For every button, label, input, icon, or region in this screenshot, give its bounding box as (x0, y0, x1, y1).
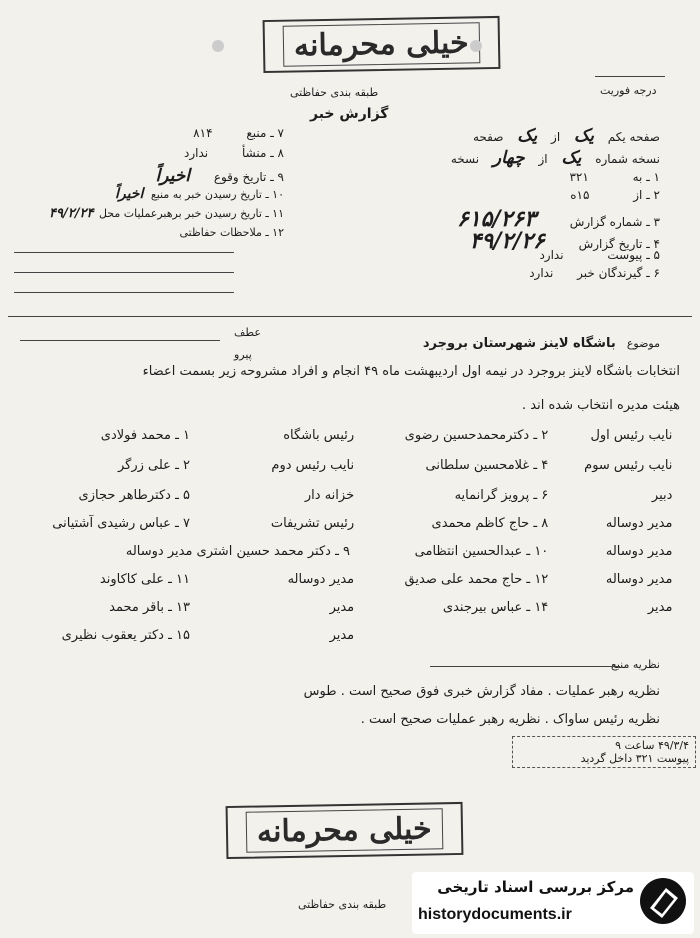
member-row (20, 488, 680, 503)
field-tail: نسخه (450, 152, 480, 166)
field-label: ۳ ـ شماره گزارش (569, 215, 660, 229)
field-label: صفحه یکم (607, 130, 660, 144)
notes-line (14, 252, 234, 253)
right-field-recipients (400, 266, 660, 280)
field-value2: یک (517, 126, 538, 146)
right-field-from (400, 188, 660, 202)
member-role: نایب رئیس سوم (584, 458, 673, 473)
subject-value: باشگاه لاینز شهرستان بروجرد (422, 336, 616, 351)
op-chief-opinion: نظریه رهبر عملیات . مفاد گزارش خبری فوق صحیح است . طوس (303, 684, 660, 699)
field-value: ندارد (529, 266, 554, 280)
archive-logo-icon (640, 878, 686, 924)
field-mid: از (551, 130, 561, 144)
member-role: مدیر دوساله (287, 572, 355, 587)
member-role: مدیر دوساله (605, 516, 673, 531)
member-name: ۱۵ ـ دکتر یعقوب نظیری (61, 628, 190, 643)
receipt-date: ۴۹/۳/۴ ساعت ۹ (615, 739, 689, 752)
left-field-op-receipt (4, 206, 284, 221)
member-name: ۷ ـ عباس رشیدی آشتیانی (52, 516, 190, 531)
field-value: یک (574, 126, 594, 146)
subject-label: موضوع (626, 337, 660, 350)
field-value: ۶۱۵/۲۶۳ (456, 206, 536, 232)
field-label: ۸ ـ منشأ (241, 146, 284, 160)
field-value: ۳۲۱ (569, 170, 589, 184)
member-row (20, 428, 680, 443)
member-name: ۸ ـ حاج کاظم محمدی (431, 516, 549, 531)
field-value: اخیراً (155, 166, 190, 186)
priority-field-line (595, 76, 665, 77)
member-role: رئیس باشگاه (283, 428, 355, 443)
watermark-title: مرکز بررسی اسناد تاریخی (437, 878, 634, 896)
field-label: نسخه شماره (595, 152, 660, 166)
field-value: اخیراً (114, 186, 144, 202)
member-role: رئیس تشریفات (270, 516, 355, 531)
field-label: ۴ ـ تاریخ گزارش (578, 237, 660, 251)
field-label: ۱۱ ـ تاریخ رسیدن خبر برهبرعملیات محل (98, 207, 284, 220)
field-label: ۶ ـ گیرندگان خبر (577, 266, 660, 280)
member-role: مدیر (329, 600, 355, 615)
member-role: مدیر (329, 628, 355, 643)
body-line-2: هیئت مدیره انتخاب شده اند . (522, 398, 680, 413)
receipt-note: پیوست ۳۲۱ داخل گردید (580, 752, 689, 765)
left-field-origin (14, 146, 284, 160)
notes-line (14, 292, 234, 293)
field-value: ۴۹/۲/۲۴ (49, 206, 94, 221)
priority-label: درجه فوریت (600, 84, 657, 97)
receipt-stamp (512, 736, 696, 768)
source-opinion-line (430, 666, 620, 667)
member-row (20, 600, 680, 615)
member-role: دبیر (651, 488, 673, 503)
notes-line (14, 272, 234, 273)
member-name: ۱۱ ـ علی کاکاوند (99, 572, 190, 587)
field-value: یک (561, 148, 582, 168)
peyro-label: پیرو (234, 348, 252, 361)
member-name: ۲ ـ دکترمحمدحسین رضوی (404, 428, 549, 443)
left-field-source-receipt (14, 186, 284, 202)
bottom-secret-stamp: خیلی محرمانه (226, 802, 463, 859)
right-field-copy (400, 148, 660, 168)
savak-chief-opinion: نظریه رئیس ساواک . نظریه رهبر عملیات صحیح است . (360, 712, 660, 727)
member-role: مدیر (647, 600, 673, 615)
field-value2: چهار (492, 148, 525, 168)
field-label: ۱۲ ـ ملاحظات حفاظتی (179, 226, 284, 239)
body-line-1: انتخابات باشگاه لاینز بروجرد در نیمه اول اردیبهشت ماه ۴۹ انجام و افراد مشروحه زیر بسمت اعضاء (142, 364, 680, 379)
member-name: ۴ ـ غلامحسین سلطانی (425, 458, 549, 473)
member-row (20, 516, 680, 531)
punch-hole-mark (212, 40, 224, 52)
field-mid: از (538, 152, 548, 166)
field-value: ۸۱۴ (193, 126, 213, 140)
member-role: مدیر دوساله (605, 544, 673, 559)
field-label: ۱ ـ به (632, 170, 660, 184)
right-field-to (400, 170, 660, 184)
field-value: ۴۹/۲/۲۶ (469, 228, 545, 254)
punch-hole-mark (470, 40, 482, 52)
member-role: نایب رئیس دوم (271, 458, 355, 473)
classification-label-bottom: طبقه بندی حفاظتی (298, 898, 387, 911)
field-value: ندارد (539, 248, 564, 262)
member-name: ۱۴ ـ عباس بیرجندی (442, 600, 549, 615)
member-row (20, 572, 680, 587)
field-value: ندارد (184, 146, 209, 160)
doc-title: گزارش خبر (310, 106, 389, 122)
right-field-page (400, 126, 660, 146)
member-name: ۹ ـ دکتر محمد حسین اشتری مدیر دوساله (125, 544, 350, 559)
member-name: ۱۳ ـ باقر محمد (109, 600, 190, 615)
field-value: ۱۵ه (570, 188, 590, 202)
member-role: خزانه دار (304, 488, 355, 503)
member-name: ۲ ـ علی زرگر (117, 458, 190, 473)
watermark-url: historydocuments.ir (418, 906, 572, 923)
member-name: ۱ ـ محمد فولادی (100, 428, 190, 443)
right-field-attachment (400, 248, 660, 262)
field-label: ۹ ـ تاریخ وقوع (213, 170, 284, 184)
left-field-event-date (14, 166, 284, 186)
source-opinion-label: نظریه منبع (611, 658, 660, 671)
member-name: ۵ ـ دکترطاهر حجازی (78, 488, 190, 503)
atf-label: عطف (234, 326, 261, 339)
member-row (20, 628, 680, 643)
member-row (20, 544, 680, 559)
member-name: ۶ ـ پرویز گرانمایه (454, 488, 549, 503)
left-field-security-notes (14, 226, 284, 239)
left-field-source (14, 126, 284, 140)
member-role: مدیر دوساله (605, 572, 673, 587)
field-label: ۲ ـ از (633, 188, 660, 202)
field-label: ۵ ـ پیوست (607, 248, 660, 262)
classification-label: طبقه بندی حفاظتی (290, 86, 379, 99)
section-separator (8, 316, 692, 317)
watermark-box (412, 872, 694, 934)
field-label: ۷ ـ منبع (246, 126, 284, 140)
member-row (20, 458, 680, 473)
field-label: ۱۰ ـ تاریخ رسیدن خبر به منبع (150, 188, 284, 201)
member-name: ۱۰ ـ عبدالحسین انتظامی (414, 544, 549, 559)
field-tail: صفحه (472, 130, 504, 144)
member-name: ۱۲ ـ حاج محمد علی صدیق (404, 572, 549, 587)
top-secret-stamp: خیلی محرمانه (263, 16, 500, 73)
atf-line (20, 340, 220, 341)
member-role: نایب رئیس اول (590, 428, 673, 443)
subject-row (260, 332, 660, 351)
